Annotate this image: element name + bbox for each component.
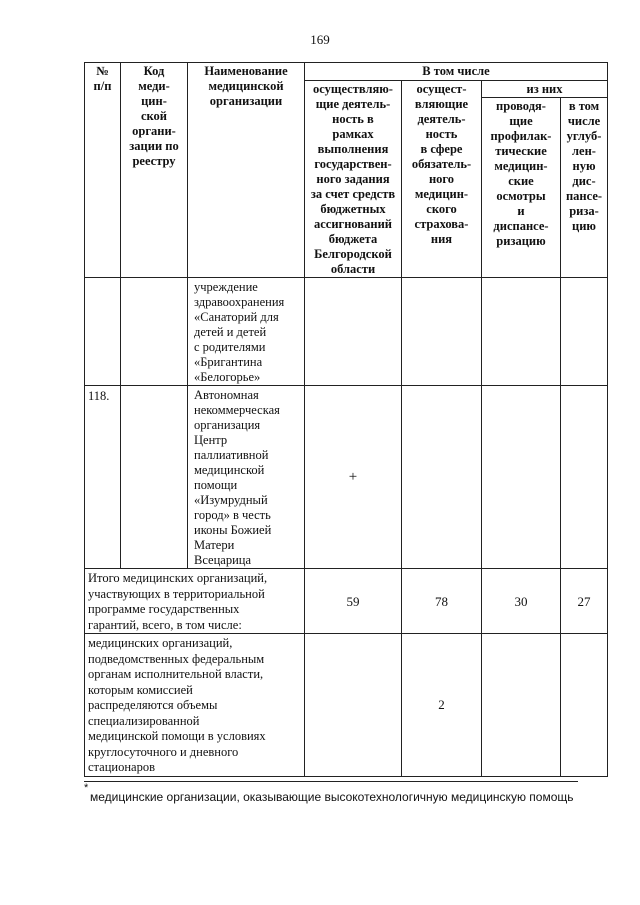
row-number <box>85 278 121 386</box>
page-number: 169 <box>310 32 330 47</box>
federal-label: медицинских организаций, подведомственных федеральным органам исполнительной власти, которым комиссией распределяются объемы специализированной медицинской помощи в условиях круглосуточного и дневного стационаров <box>85 634 305 777</box>
table-row <box>85 386 608 569</box>
row-oms-mark <box>402 386 482 569</box>
row-budget-mark <box>305 278 402 386</box>
row-deep-mark <box>561 278 608 386</box>
row-prof-mark <box>482 386 561 569</box>
header-of-them: из них <box>482 81 608 98</box>
header-including: В том числе <box>305 63 608 81</box>
totals-row <box>85 569 608 634</box>
row-prof-mark <box>482 278 561 386</box>
federal-budget <box>305 634 402 777</box>
totals-budget: 59 <box>305 569 402 634</box>
footnote-divider <box>84 781 578 782</box>
header-in-depth-screening: в том числе углуб- лен- ную дис- пансе- риза- цию <box>561 98 608 278</box>
federal-deep <box>561 634 608 777</box>
table-row <box>85 278 608 386</box>
row-organization-name: Автономная некоммерческая организация Центр паллиативной медицинской помощи «Изумрудный город» в честь иконы Божией Матери Всецарица <box>188 386 305 569</box>
totals-oms: 78 <box>402 569 482 634</box>
footnote-marker: * <box>84 782 89 794</box>
row-code <box>121 386 188 569</box>
header-number: № п/п <box>85 63 121 278</box>
totals-deep: 27 <box>561 569 608 634</box>
header-code: Код меди- цин- ской органи- зации по реестру <box>121 63 188 278</box>
totals-label: Итого медицинских организаций, участвующих в территориальной программе государственных гарантий, всего, в том числе: <box>85 569 305 634</box>
header-preventive-exams: проводя- щие профилак- тические медицин- ские осмотры и диспансе- ризацию <box>482 98 561 278</box>
footnote-text: медицинские организации, оказывающие высокотехнологичную медицинскую помощь <box>90 790 574 804</box>
totals-row <box>85 634 608 777</box>
header-oms: осущест- вляющие деятель- ность в сфере обязатель- ного медицин- ского страхова- ния <box>402 81 482 278</box>
row-budget-mark: + <box>305 386 402 569</box>
header-name: Наименование медицинской организации <box>188 63 305 278</box>
row-organization-name: учреждение здравоохранения «Санаторий для детей и детей с родителями «Бригантина «Белогорье» <box>188 278 305 386</box>
row-code <box>121 278 188 386</box>
header-budget: осуществляю- щие деятель- ность в рамках выполнения государствен- ного задания за счет средств бюджетных ассигнований бюджета Белгородской области <box>305 81 402 278</box>
row-oms-mark <box>402 278 482 386</box>
row-deep-mark <box>561 386 608 569</box>
organizations-table <box>84 62 608 777</box>
row-number: 118. <box>85 386 121 569</box>
totals-prof: 30 <box>482 569 561 634</box>
federal-prof <box>482 634 561 777</box>
federal-oms: 2 <box>402 634 482 777</box>
